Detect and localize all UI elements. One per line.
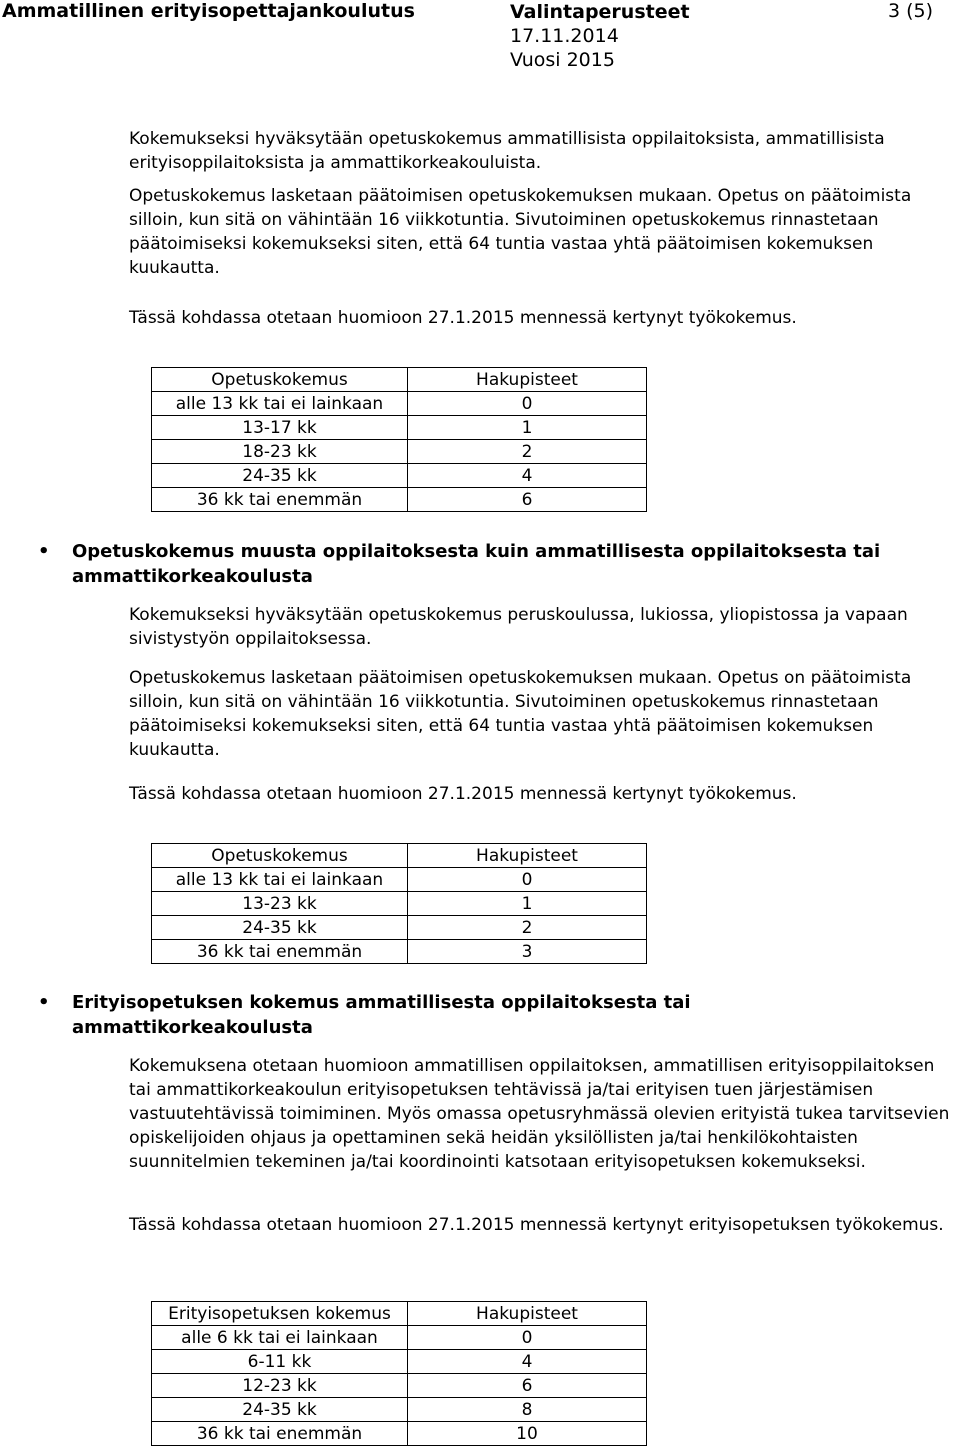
table-cell: 24-35 kk [152,916,408,940]
table-cell: 10 [408,1422,647,1446]
section1-paragraph-2 [129,184,959,280]
table-cell: 13-17 kk [152,416,408,440]
table-cell: 4 [408,1350,647,1374]
section3-points-table [151,1301,647,1446]
paragraph-text: Tässä kohdassa otetaan huomioon 27.1.2015 mennessä kertynyt erityisopetuksen työkokemus. [129,1215,944,1235]
bullet-icon: • [38,992,50,1013]
table-row [152,416,647,440]
table-cell: 0 [408,868,647,892]
table-cell: 3 [408,940,647,964]
table-header-cell: Hakupisteet [408,844,647,868]
table-cell: 36 kk tai enemmän [152,1422,408,1446]
paragraph-text: Kokemukseksi hyväksytään opetuskokemus ammatillisista oppilaitoksista, ammatillisista erityisoppilaitoksista ja ammattikorkeakouluista. [129,129,885,173]
table-cell: alle 6 kk tai ei lainkaan [152,1326,408,1350]
section3-paragraph-1 [129,1054,959,1174]
table-cell: 36 kk tai enemmän [152,940,408,964]
heading-text: Opetuskokemus muusta oppilaitoksesta kuin ammatillisesta oppilaitoksesta tai ammattikorkeakoulusta [72,541,881,587]
table-header-cell: Hakupisteet [408,1302,647,1326]
table-cell: 1 [408,892,647,916]
table-cell: 0 [408,1326,647,1350]
heading-text: Erityisopetuksen kokemus ammatillisesta oppilaitoksesta tai ammattikorkeakoulusta [72,992,691,1038]
table-row [152,940,647,964]
header-page-number: 3 (5) [888,0,934,22]
table-cell: 1 [408,416,647,440]
section3-paragraph-2 [129,1213,959,1237]
table-cell: 2 [408,440,647,464]
section2-paragraph-2 [129,666,959,762]
header-program-name: Ammatillinen erityisopettajankoulutus [2,0,415,22]
section1-points-table [151,367,647,512]
table-row [152,1422,647,1446]
table-row [152,392,647,416]
table-cell: 8 [408,1398,647,1422]
paragraph-text: Opetuskokemus lasketaan päätoimisen opetuskokemuksen mukaan. Opetus on päätoimista silloin, kun sitä on vähintään 16 viikkotuntia. Sivutoiminen opetuskokemus rinnastetaan päätoimiseksi kokemukseksi siten, että 64 tuntia vastaa yhtä päätoimisen kokemuksen kuukautta. [129,186,912,278]
section2-paragraph-3 [129,782,959,806]
table-cell: 18-23 kk [152,440,408,464]
table-header-row [152,844,647,868]
table-cell: 4 [408,464,647,488]
table-row [152,1326,647,1350]
paragraph-text: Opetuskokemus lasketaan päätoimisen opetuskokemuksen mukaan. Opetus on päätoimista silloin, kun sitä on vähintään 16 viikkotuntia. Sivutoiminen opetuskokemus rinnastetaan päätoimiseksi kokemukseksi siten, että 64 tuntia vastaa yhtä päätoimisen kokemuksen kuukautta. [129,668,912,760]
section1-paragraph-1 [129,127,959,175]
table-cell: alle 13 kk tai ei lainkaan [152,868,408,892]
table-header-cell: Opetuskokemus [152,368,408,392]
table-row [152,1374,647,1398]
table-cell: 6-11 kk [152,1350,408,1374]
paragraph-text: Kokemuksena otetaan huomioon ammatillisen oppilaitoksen, ammatillisen erityisoppilaitoksen tai ammattikorkeakoulun erityisopetuksen tehtävissä ja/tai erityisen tuen järjestämisen vastuutehtävissä toimiminen. Myös omassa opetusryhmässä olevien erityistä tukea tarvitsevien opiskelijoiden ohjaus ja opettaminen sekä heidän yksilöllisten ja/tai henkilökohtaisten suunnitelmien tekeminen ja/tai koordinointi katsotaan erityisopetuksen kokemukseksi. [129,1056,950,1172]
paragraph-text: Kokemukseksi hyväksytään opetuskokemus peruskoulussa, lukiossa, yliopistossa ja vapaan sivistystyön oppilaitoksessa. [129,605,908,649]
header-title: Valintaperusteet [510,1,690,23]
table-cell: 2 [408,916,647,940]
paragraph-text: Tässä kohdassa otetaan huomioon 27.1.2015 mennessä kertynyt työkokemus. [129,784,797,804]
table-header-row [152,368,647,392]
table-cell: 36 kk tai enemmän [152,488,408,512]
header-date: 17.11.2014 [510,25,619,47]
table-row [152,464,647,488]
table-cell: 12-23 kk [152,1374,408,1398]
table-header-cell: Opetuskokemus [152,844,408,868]
table-row [152,1350,647,1374]
table-cell: 6 [408,1374,647,1398]
table-header-cell: Hakupisteet [408,368,647,392]
header-center [510,0,688,72]
table-row [152,916,647,940]
bullet-icon: • [38,541,50,562]
section2-paragraph-1 [129,603,959,651]
table-row [152,1398,647,1422]
page-header [0,0,960,80]
section2-points-table [151,843,647,964]
paragraph-text: Tässä kohdassa otetaan huomioon 27.1.2015 mennessä kertynyt työkokemus. [129,308,797,328]
table-row [152,440,647,464]
table-row [152,892,647,916]
table-cell: 13-23 kk [152,892,408,916]
table-cell: 24-35 kk [152,1398,408,1422]
section1-paragraph-3 [129,306,959,330]
table-cell: alle 13 kk tai ei lainkaan [152,392,408,416]
table-cell: 0 [408,392,647,416]
table-cell: 6 [408,488,647,512]
header-year: Vuosi 2015 [510,49,615,71]
table-header-row [152,1302,647,1326]
table-cell: 24-35 kk [152,464,408,488]
table-row [152,488,647,512]
table-header-cell: Erityisopetuksen kokemus [152,1302,408,1326]
table-row [152,868,647,892]
